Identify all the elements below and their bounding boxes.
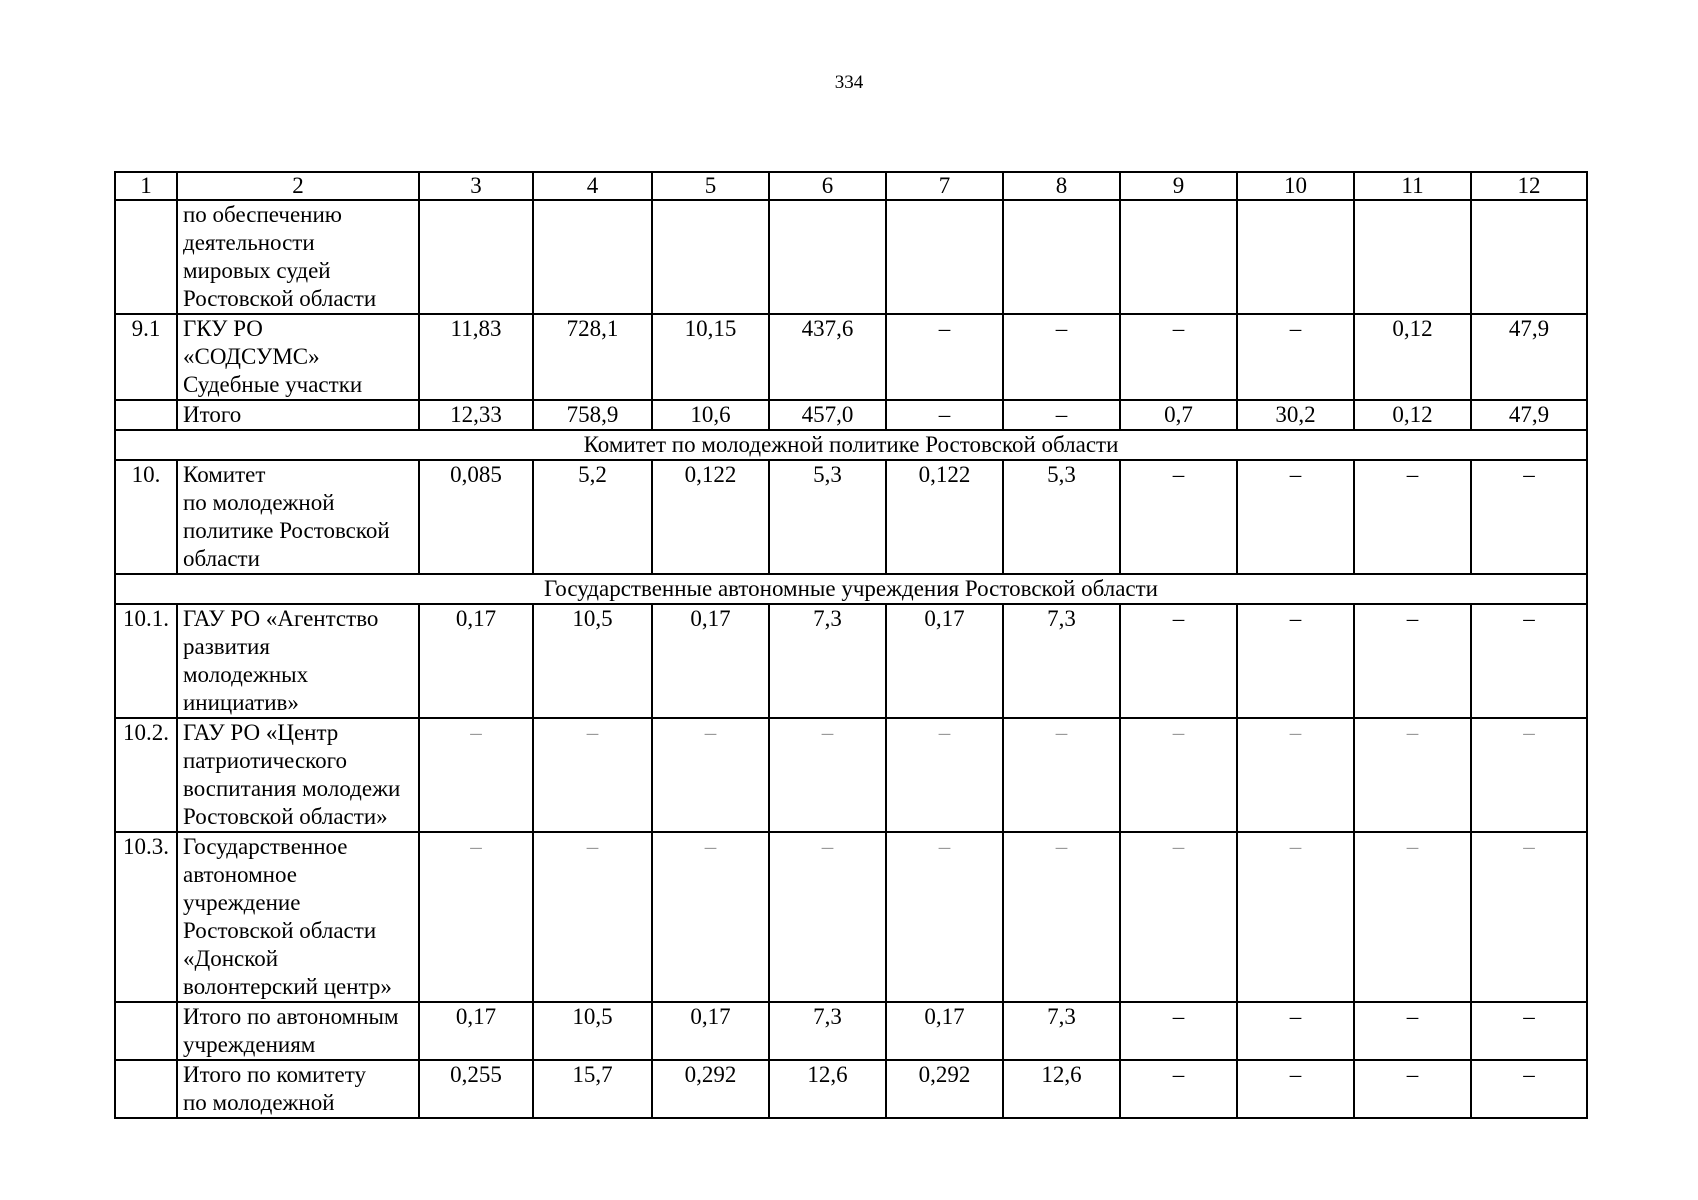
cell-value: 30,2 — [1237, 400, 1354, 430]
cell-value: 12,33 — [419, 400, 533, 430]
section-row — [115, 430, 1587, 460]
cell-value: – — [886, 314, 1003, 400]
cell-value: – — [1120, 1002, 1237, 1060]
cell-value — [652, 200, 769, 314]
cell-value: – — [1120, 832, 1237, 1002]
row-number: 10.2. — [115, 718, 177, 832]
cell-value: 457,0 — [769, 400, 886, 430]
cell-value: 728,1 — [533, 314, 652, 400]
cell-value: 15,7 — [533, 1060, 652, 1118]
cell-value: 5,3 — [1003, 460, 1120, 574]
cell-value: – — [1120, 1060, 1237, 1118]
cell-value: – — [533, 832, 652, 1002]
column-header: 7 — [886, 172, 1003, 200]
cell-value: 7,3 — [1003, 604, 1120, 718]
cell-value: – — [1237, 460, 1354, 574]
section-title: Комитет по молодежной политике Ростовской области — [115, 430, 1587, 460]
cell-value: 0,122 — [886, 460, 1003, 574]
cell-value: 437,6 — [769, 314, 886, 400]
cell-value: 0,17 — [652, 604, 769, 718]
cell-value: – — [1003, 832, 1120, 1002]
cell-value: 7,3 — [1003, 1002, 1120, 1060]
row-number: 9.1 — [115, 314, 177, 400]
cell-value: 11,83 — [419, 314, 533, 400]
cell-value: – — [886, 832, 1003, 1002]
row-number — [115, 1002, 177, 1060]
data-table — [114, 171, 1588, 1119]
cell-value: 0,122 — [652, 460, 769, 574]
row-name: Итого по автономным учреждениям — [177, 1002, 419, 1060]
cell-value: 10,6 — [652, 400, 769, 430]
cell-value — [1237, 200, 1354, 314]
cell-value — [1120, 200, 1237, 314]
cell-value: – — [652, 718, 769, 832]
cell-value — [769, 200, 886, 314]
cell-value: 10,5 — [533, 604, 652, 718]
section-title: Государственные автономные учреждения Ростовской области — [115, 574, 1587, 604]
cell-value — [1354, 200, 1471, 314]
cell-value: – — [652, 832, 769, 1002]
cell-value: – — [1354, 1060, 1471, 1118]
header-row — [115, 172, 1587, 200]
column-header: 12 — [1471, 172, 1587, 200]
table-row — [115, 832, 1587, 1002]
cell-value: – — [1237, 832, 1354, 1002]
cell-value: 12,6 — [769, 1060, 886, 1118]
column-header: 5 — [652, 172, 769, 200]
cell-value: – — [1120, 604, 1237, 718]
cell-value: 0,17 — [652, 1002, 769, 1060]
column-header: 4 — [533, 172, 652, 200]
cell-value: 47,9 — [1471, 400, 1587, 430]
cell-value: – — [1471, 1002, 1587, 1060]
cell-value: – — [1003, 400, 1120, 430]
cell-value: 12,6 — [1003, 1060, 1120, 1118]
column-header: 10 — [1237, 172, 1354, 200]
cell-value: 0,255 — [419, 1060, 533, 1118]
table-row — [115, 604, 1587, 718]
table-row — [115, 400, 1587, 430]
cell-value: – — [1354, 460, 1471, 574]
cell-value: – — [1003, 718, 1120, 832]
cell-value — [533, 200, 652, 314]
cell-value: 0,17 — [886, 604, 1003, 718]
table-body — [115, 172, 1587, 1118]
cell-value: – — [1354, 718, 1471, 832]
table-row — [115, 1060, 1587, 1118]
cell-value: 0,7 — [1120, 400, 1237, 430]
table-row — [115, 314, 1587, 400]
cell-value: – — [1471, 832, 1587, 1002]
cell-value: – — [419, 718, 533, 832]
cell-value — [1471, 200, 1587, 314]
cell-value: – — [1237, 718, 1354, 832]
cell-value: – — [1003, 314, 1120, 400]
row-name: ГКУ РО «СОДСУМС» Судебные участки — [177, 314, 419, 400]
row-number — [115, 1060, 177, 1118]
cell-value: 7,3 — [769, 1002, 886, 1060]
cell-value: 0,292 — [652, 1060, 769, 1118]
cell-value: – — [533, 718, 652, 832]
cell-value — [1003, 200, 1120, 314]
cell-value: 10,15 — [652, 314, 769, 400]
column-header: 3 — [419, 172, 533, 200]
cell-value: – — [1471, 460, 1587, 574]
cell-value: – — [1237, 1060, 1354, 1118]
cell-value: 0,12 — [1354, 400, 1471, 430]
column-header: 6 — [769, 172, 886, 200]
cell-value: 5,2 — [533, 460, 652, 574]
cell-value: 0,292 — [886, 1060, 1003, 1118]
cell-value — [419, 200, 533, 314]
cell-value — [886, 200, 1003, 314]
row-name: Итого — [177, 400, 419, 430]
cell-value: 7,3 — [769, 604, 886, 718]
cell-value: 0,17 — [886, 1002, 1003, 1060]
row-name: Государственное автономное учреждение Ростовской области «Донской волонтерский центр» — [177, 832, 419, 1002]
cell-value: – — [1237, 604, 1354, 718]
cell-value: – — [1120, 718, 1237, 832]
cell-value: 0,12 — [1354, 314, 1471, 400]
column-header: 9 — [1120, 172, 1237, 200]
cell-value: – — [1354, 832, 1471, 1002]
cell-value: – — [1354, 604, 1471, 718]
section-row — [115, 574, 1587, 604]
cell-value: – — [1237, 1002, 1354, 1060]
table-row — [115, 1002, 1587, 1060]
page-number: 334 — [834, 72, 864, 93]
row-name: ГАУ РО «Центр патриотического воспитания молодежи Ростовской области» — [177, 718, 419, 832]
cell-value: 10,5 — [533, 1002, 652, 1060]
table-row — [115, 460, 1587, 574]
row-number — [115, 400, 177, 430]
cell-value: – — [1120, 460, 1237, 574]
row-number: 10.1. — [115, 604, 177, 718]
cell-value: 0,17 — [419, 1002, 533, 1060]
cell-value: – — [1471, 1060, 1587, 1118]
cell-value: – — [886, 400, 1003, 430]
row-name: Итого по комитету по молодежной — [177, 1060, 419, 1118]
row-name: Комитет по молодежной политике Ростовской области — [177, 460, 419, 574]
row-name: ГАУ РО «Агентство развития молодежных инициатив» — [177, 604, 419, 718]
cell-value: 47,9 — [1471, 314, 1587, 400]
cell-value: 0,085 — [419, 460, 533, 574]
table-row — [115, 200, 1587, 314]
cell-value: 758,9 — [533, 400, 652, 430]
column-header: 2 — [177, 172, 419, 200]
cell-value: – — [1471, 604, 1587, 718]
row-number — [115, 200, 177, 314]
cell-value: – — [1120, 314, 1237, 400]
cell-value: – — [1354, 1002, 1471, 1060]
column-header: 11 — [1354, 172, 1471, 200]
row-name: по обеспечению деятельности мировых судей Ростовской области — [177, 200, 419, 314]
table-row — [115, 718, 1587, 832]
row-number: 10.3. — [115, 832, 177, 1002]
cell-value: 0,17 — [419, 604, 533, 718]
cell-value: – — [769, 832, 886, 1002]
cell-value: – — [769, 718, 886, 832]
column-header: 8 — [1003, 172, 1120, 200]
row-number: 10. — [115, 460, 177, 574]
column-header: 1 — [115, 172, 177, 200]
cell-value: 5,3 — [769, 460, 886, 574]
cell-value: – — [419, 832, 533, 1002]
cell-value: – — [1471, 718, 1587, 832]
cell-value: – — [1237, 314, 1354, 400]
cell-value: – — [886, 718, 1003, 832]
